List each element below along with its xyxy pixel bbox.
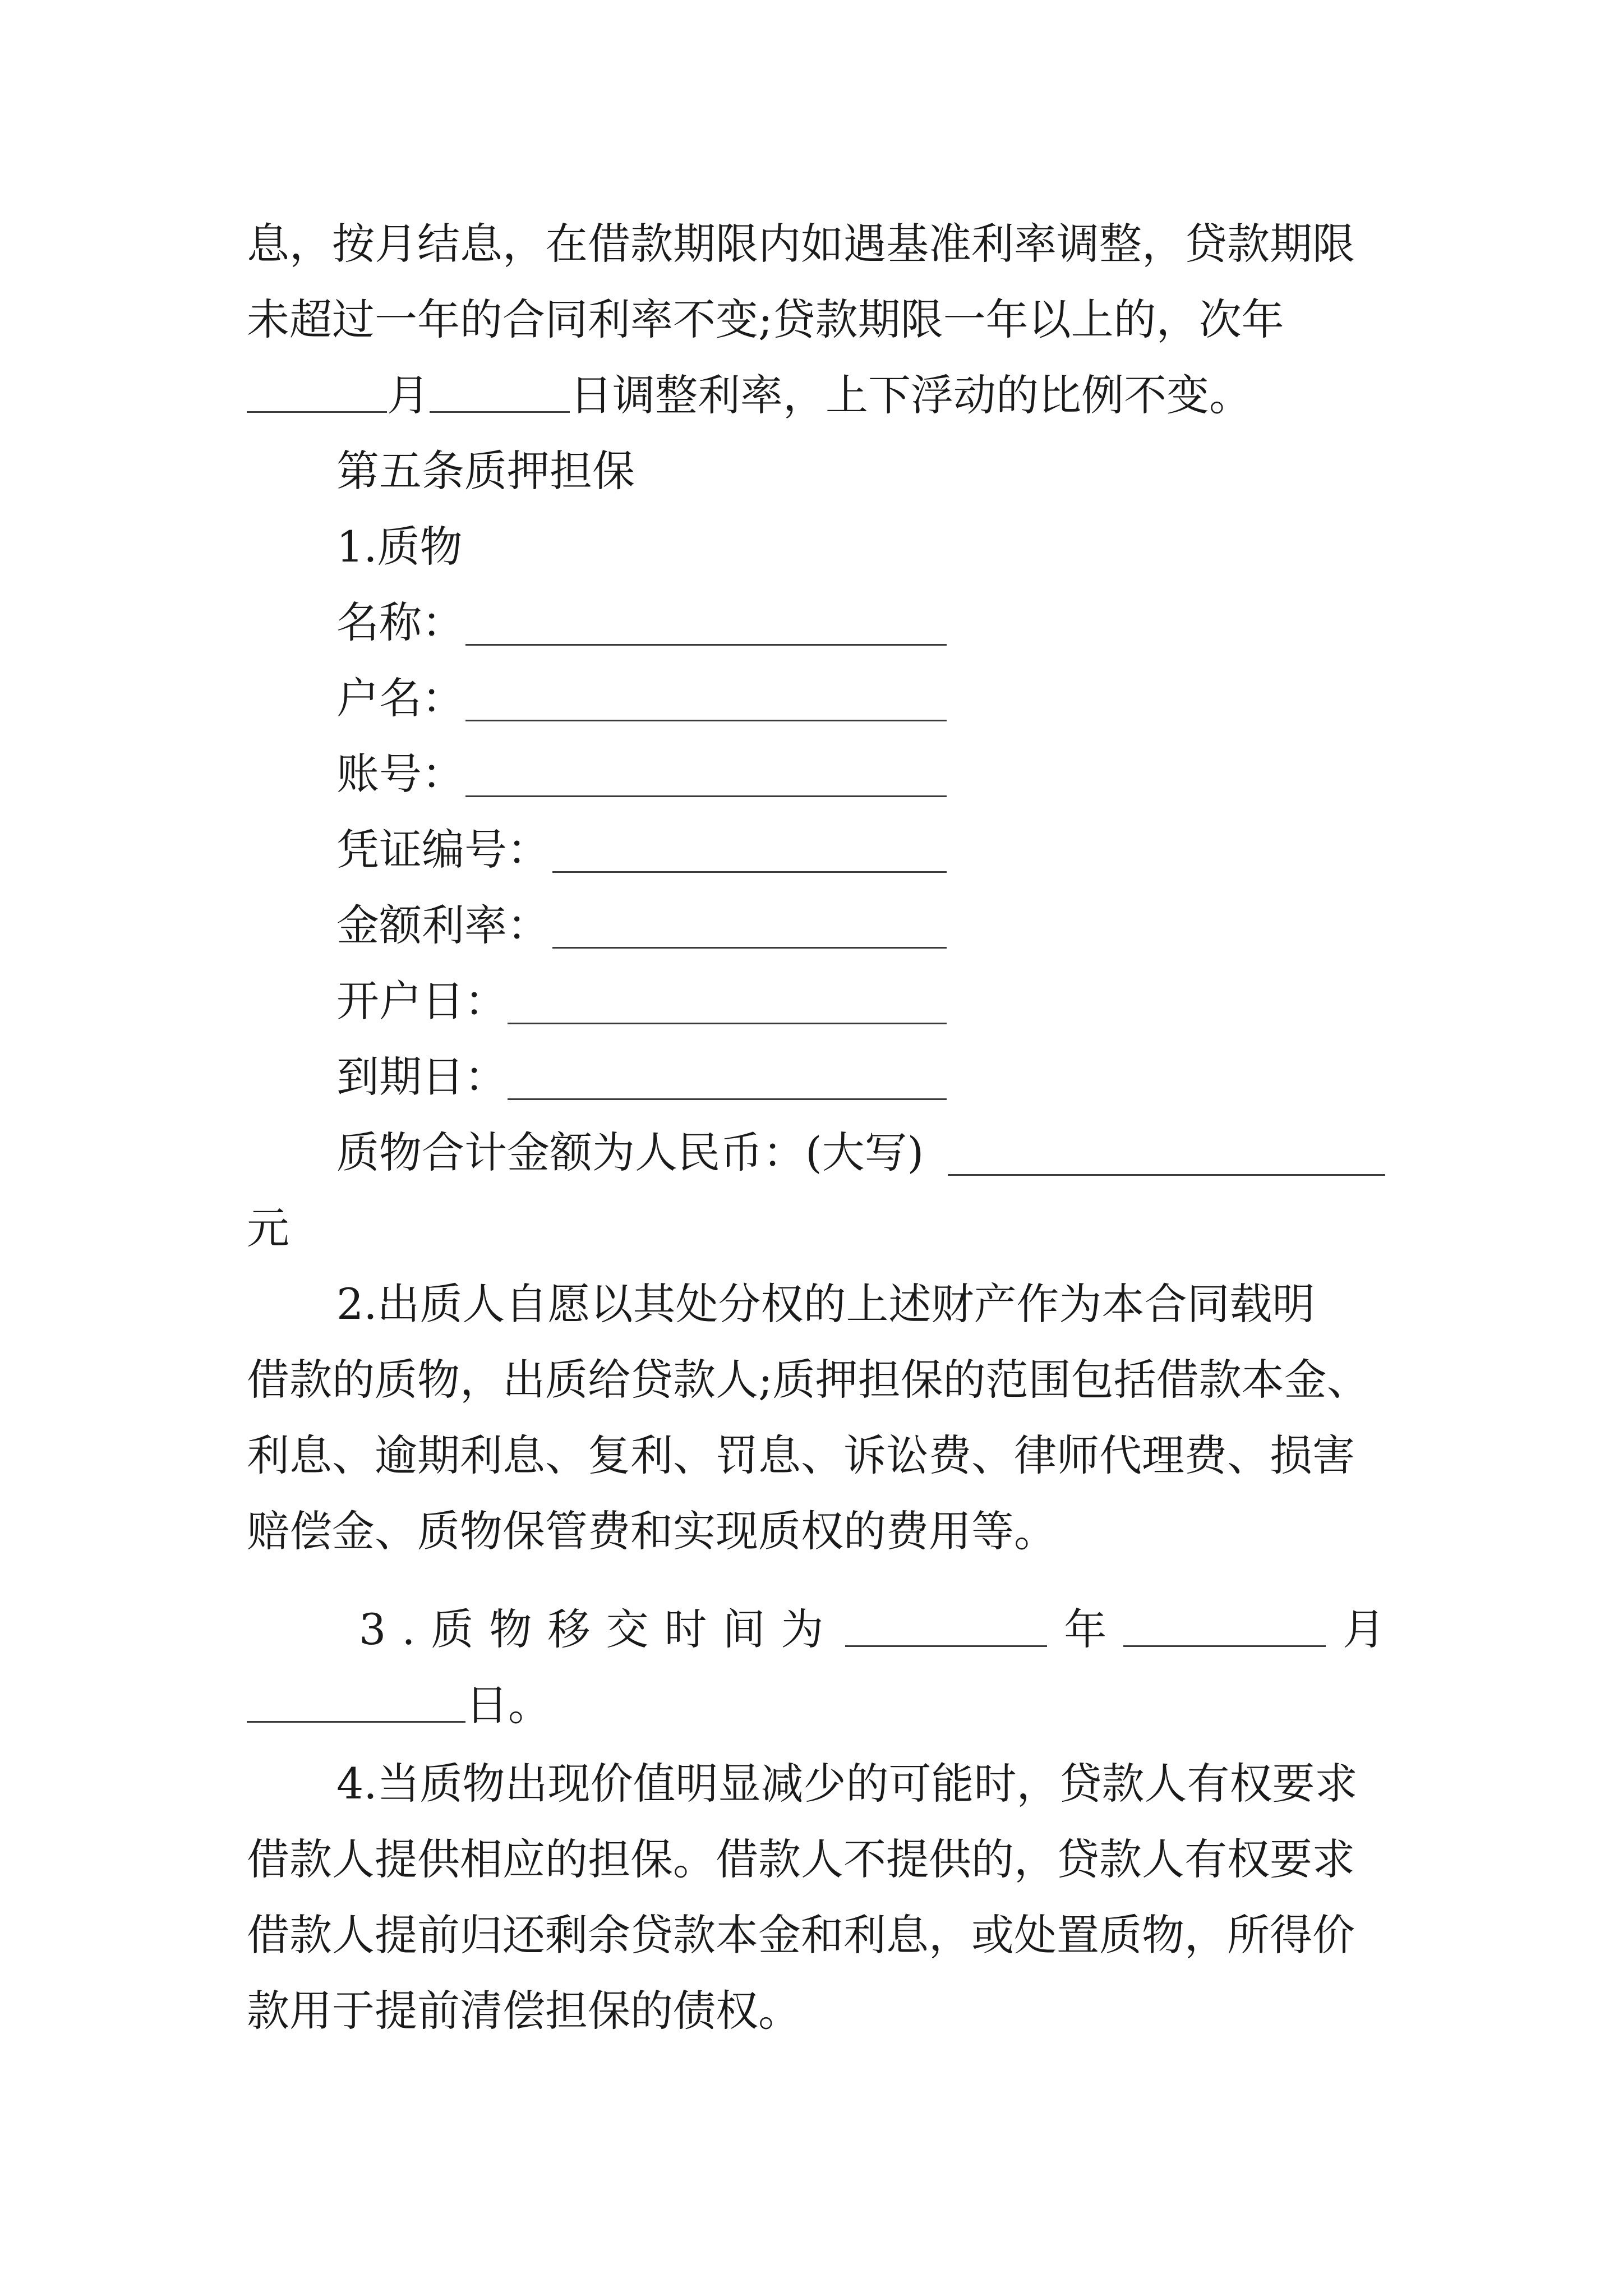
field-holder-label: 户名：	[336, 673, 464, 723]
field-voucher-blank[interactable]	[552, 871, 947, 873]
field-account-blank[interactable]	[465, 795, 947, 797]
month-label: 月	[387, 370, 430, 420]
transfer-time-line	[359, 1602, 1385, 1658]
total-amount-label: 质物合计金额为人民币：(大写)	[336, 1128, 924, 1177]
transfer-time-label: 3.质物移交时间为	[359, 1604, 840, 1654]
field-open-date-label: 开户日：	[336, 976, 507, 1026]
month-label: 月	[1342, 1604, 1385, 1654]
paragraph-line: 4.当质物出现价值明显减少的可能时，贷款人有权要求	[336, 1759, 1358, 1809]
transfer-day-line	[247, 1677, 551, 1733]
field-name-label: 名称：	[336, 597, 464, 647]
field-voucher-label: 凭证编号：	[336, 825, 550, 875]
article-title: 第五条质押担保	[336, 446, 635, 496]
paragraph-line: 利息、逾期利息、复利、罚息、诉讼费、律师代理费、损害	[247, 1430, 1355, 1480]
field-holder-blank[interactable]	[465, 719, 947, 721]
field-due-date-label: 到期日：	[336, 1052, 507, 1102]
paragraph-line: 2.出质人自愿以其处分权的上述财产作为本合同载明	[336, 1279, 1315, 1329]
paragraph-line: 款用于提前清偿担保的债权。	[247, 1986, 801, 2036]
paragraph-text: 日调整利率，上下浮动的比例不变。	[570, 370, 1252, 420]
paragraph-line-with-blanks	[247, 367, 1252, 424]
blank-month-field[interactable]	[247, 367, 387, 413]
field-amount-rate-blank[interactable]	[552, 946, 947, 949]
total-amount-blank[interactable]	[948, 1174, 1385, 1176]
field-open-date-blank[interactable]	[508, 1022, 947, 1024]
paragraph-line: 借款人提前归还剩余贷款本金和利息，或处置质物，所得价	[247, 1910, 1355, 1960]
paragraph-line: 借款人提供相应的担保。借款人不提供的，贷款人有权要求	[247, 1834, 1355, 1884]
field-amount-rate-label: 金额利率：	[336, 900, 550, 950]
paragraph-line: 息，按月结息，在借款期限内如遇基准利率调整，贷款期限	[247, 219, 1355, 269]
total-amount-unit: 元	[247, 1203, 289, 1253]
field-due-date-blank[interactable]	[508, 1098, 947, 1100]
year-label: 年	[1064, 1604, 1107, 1654]
field-name-blank[interactable]	[465, 643, 947, 646]
blank-day-field[interactable]	[247, 1677, 465, 1723]
blank-day-field[interactable]	[430, 367, 570, 413]
paragraph-line: 赔偿金、质物保管费和实现质权的费用等。	[247, 1506, 1057, 1556]
day-label: 日。	[465, 1680, 551, 1730]
item-title: 1.质物	[336, 522, 463, 572]
blank-year-field[interactable]	[845, 1602, 1048, 1647]
field-account-label: 账号：	[336, 749, 464, 799]
blank-month-field[interactable]	[1123, 1602, 1326, 1647]
paragraph-line: 借款的质物，出质给贷款人;质押担保的范围包括借款本金、	[247, 1355, 1370, 1405]
paragraph-line: 未超过一年的合同利率不变;贷款期限一年以上的，次年	[247, 295, 1284, 344]
